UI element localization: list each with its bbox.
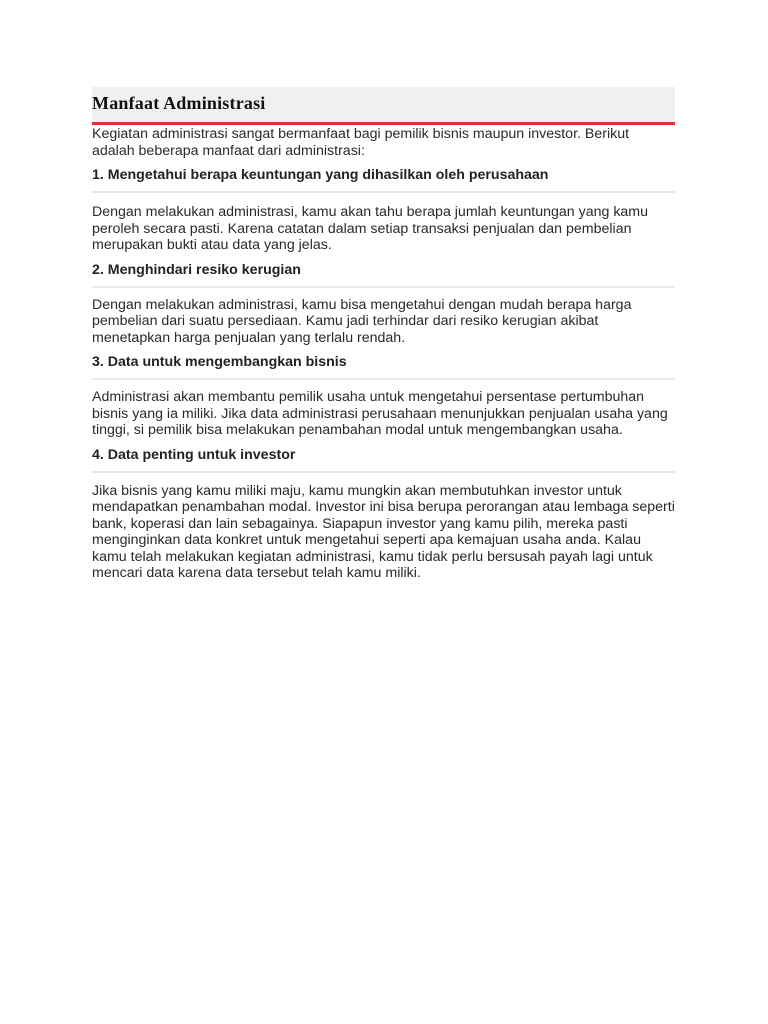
page-title: Manfaat Administrasi	[92, 93, 266, 113]
intro-paragraph: Kegiatan administrasi sangat bermanfaat bagi pemilik bisnis maupun investor. Berikut adalah beberapa manfaat dari administrasi:	[92, 126, 630, 159]
section-heading-2: 2. Menghindari resiko kerugian	[92, 262, 675, 288]
document-page	[92, 87, 675, 582]
section-body-3: Administrasi akan membantu pemilik usaha untuk mengetahui persentase pertumbuhan bisnis yang ia miliki. Jika data administrasi perusahaan menunjukkan penjualan usaha yang tinggi, si pemilik bisa melakukan penambahan modal untuk mengembangkan usaha.	[92, 389, 668, 438]
section-heading-3: 3. Data untuk mengembangkan bisnis	[92, 354, 675, 380]
section-body-4: Jika bisnis yang kamu miliki maju, kamu mungkin akan membutuhkan investor untuk mendapatkan penambahan modal. Investor ini bisa berupa perorangan atau lembaga seperti bank, koperasi dan lain sebagainya. Siapapun investor yang kamu pilih, mereka pasti menginginkan data konkret untuk mengetahui seperti apa kemajuan usaha anda. Kalau kamu telah melakukan kegiatan administrasi, kamu tidak perlu bersusah payah lagi untuk mencari data karena data tersebut telah kamu miliki.	[92, 482, 675, 581]
section-body-1: Dengan melakukan administrasi, kamu akan tahu berapa jumlah keuntungan yang kamu peroleh secara pasti. Karena catatan dalam setiap transaksi penjualan dan pembelian merupakan bukti atau data yang jelas.	[92, 204, 649, 253]
section-heading-4: 4. Data penting untuk investor	[92, 447, 675, 473]
title-bar	[92, 87, 675, 125]
section-body-2: Dengan melakukan administrasi, kamu bisa mengetahui dengan mudah berapa harga pembelian dari suatu persediaan. Kamu jadi terhindar dari resiko kerugian akibat menetapkan harga penjualan yang terlalu rendah.	[92, 296, 632, 346]
section-heading-1: 1. Mengetahui berapa keuntungan yang dihasilkan oleh perusahaan	[92, 167, 675, 193]
